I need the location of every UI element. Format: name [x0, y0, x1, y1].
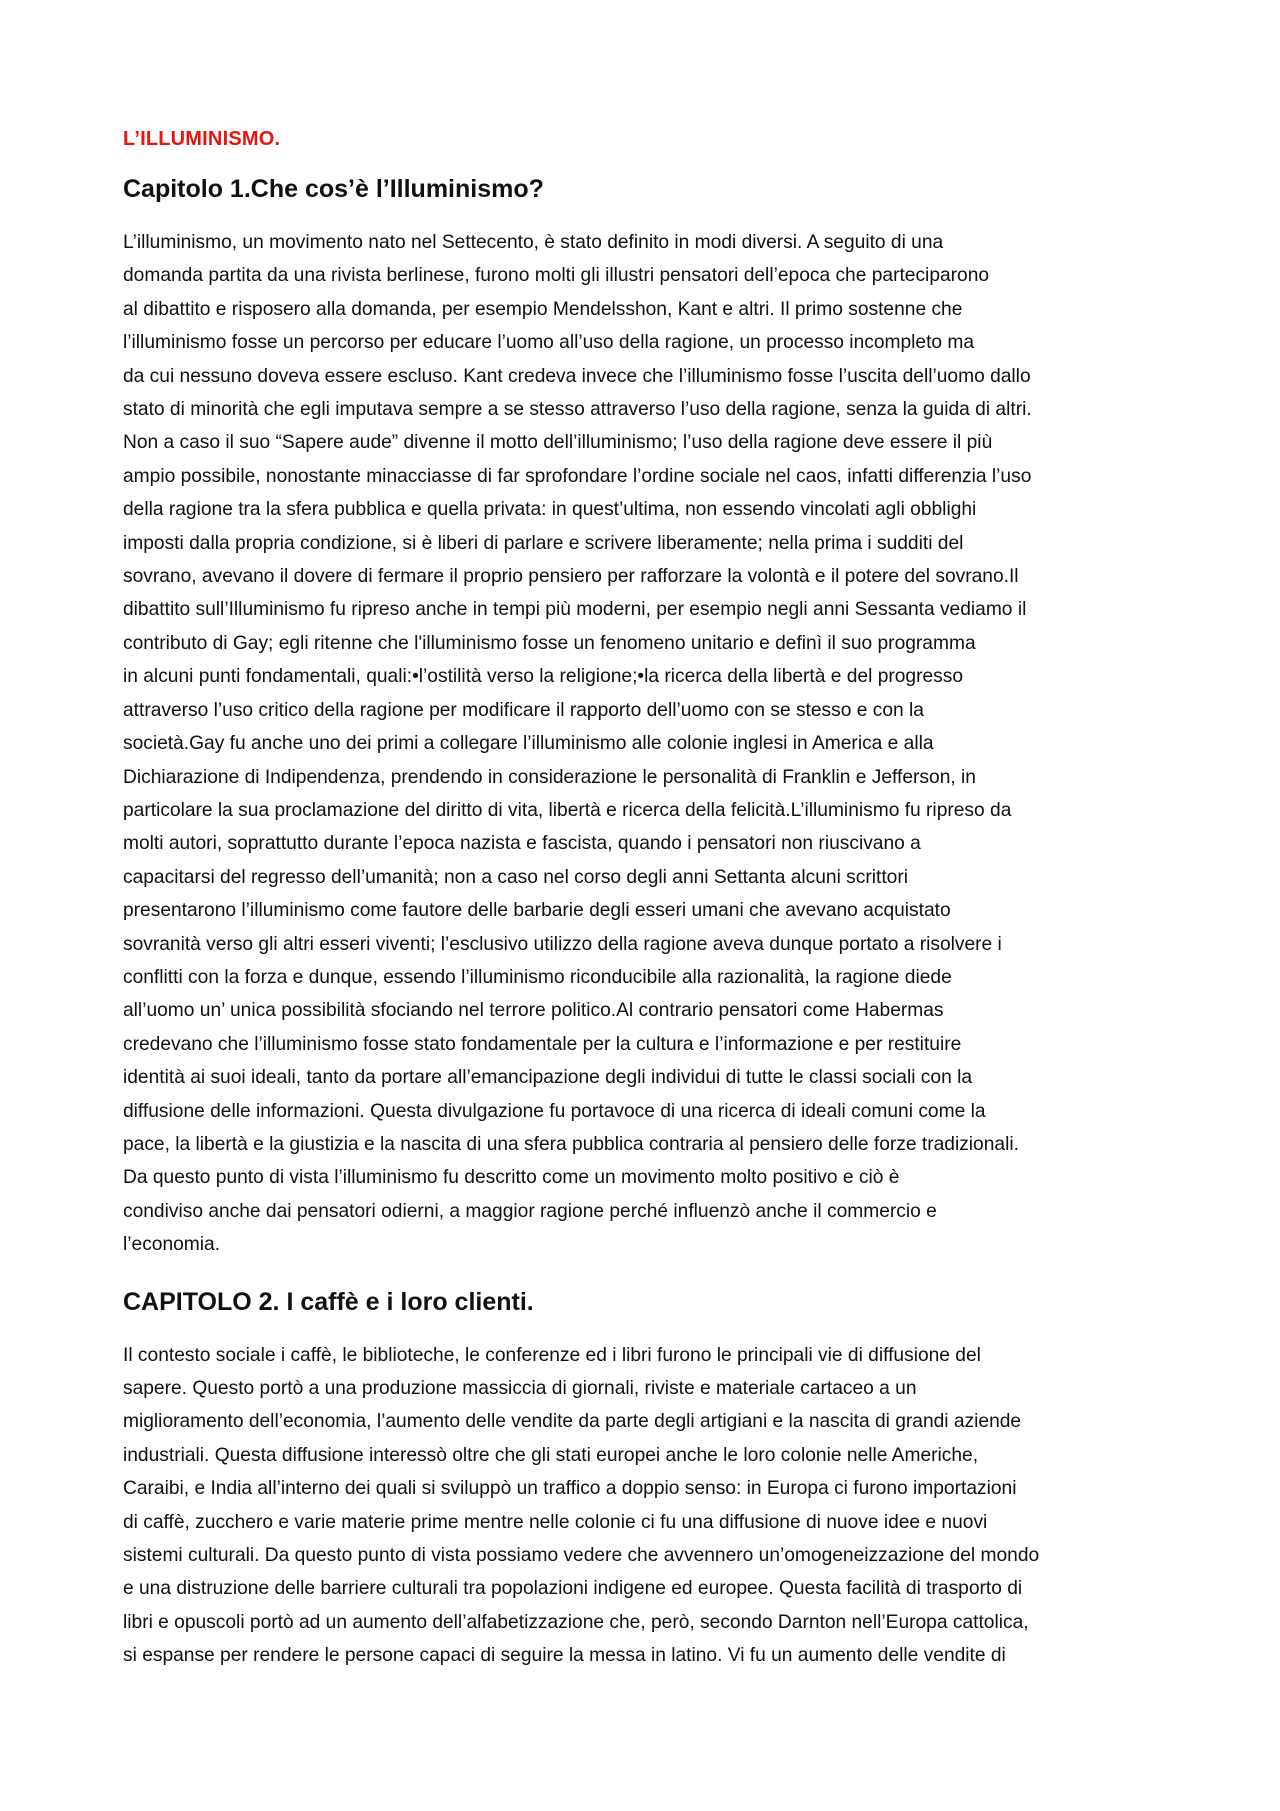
text-line: contributo di Gay; egli ritenne che l'illuminismo fosse un fenomeno unitario e definì il suo programma [123, 632, 976, 654]
text-line: capacitarsi del regresso dell’umanità; non a caso nel corso degli anni Settanta alcuni scrittori [123, 866, 908, 888]
text-line: miglioramento dell’economia, l’aumento delle vendite da parte degli artigiani e la nascita di grandi aziende [123, 1411, 1022, 1433]
text-line: industriali. Questa diffusione interessò oltre che gli stati europei anche le loro colonie nelle Americhe, [123, 1444, 979, 1466]
text-line: l’illuminismo fosse un percorso per educare l’uomo all’uso della ragione, un processo incompleto ma [123, 332, 975, 354]
text-line: stato di minorità che egli imputava sempre a se stesso attraverso l’uso della ragione, senza la guida di altri. [123, 399, 1032, 421]
text-line: molti autori, soprattutto durante l’epoca nazista e fascista, quando i pensatori non riuscivano a [123, 833, 921, 855]
text-line: in alcuni punti fondamentali, quali:•l’ostilità verso la religione;•la ricerca della libertà e del progresso [123, 666, 964, 688]
chapter-1-body [123, 226, 1162, 1262]
text-line: imposti dalla propria condizione, si è liberi di parlare e scrivere liberamente; nella prima i sudditi del [123, 532, 964, 554]
chapter-2-heading: CAPITOLO 2. I caffè e i loro clienti. [123, 1287, 534, 1316]
text-line: Caraibi, e India all’interno dei quali si sviluppò un traffico a doppio senso: in Europa ci furono importazioni [123, 1478, 1017, 1500]
text-line: sovrano, avevano il dovere di fermare il proprio pensiero per rafforzare la volontà e il potere del sovrano.Il [123, 566, 1019, 588]
document-title: L’ILLUMINISMO. [123, 128, 281, 150]
text-line: da cui nessuno doveva essere escluso. Kant credeva invece che l’illuminismo fosse l’uscita dell’uomo dallo [123, 365, 1031, 387]
text-line: Non a caso il suo “Sapere aude” divenne il motto dell’illuminismo; l’uso della ragione deve essere il più [123, 432, 993, 454]
text-line: della ragione tra la sfera pubblica e quella privata: in quest’ultima, non essendo vincolati agli obblighi [123, 499, 977, 521]
text-line: si espanse per rendere le persone capaci di seguire la messa in latino. Vi fu un aumento delle vendite di [123, 1645, 1006, 1667]
text-line: di caffè, zucchero e varie materie prime mentre nelle colonie ci fu una diffusione di nuove idee e nuovi [123, 1511, 988, 1533]
text-line: l’economia. [123, 1234, 221, 1256]
text-line: domanda partita da una rivista berlinese, furono molti gli illustri pensatori dell’epoca che parteciparono [123, 265, 990, 287]
text-line: e una distruzione delle barriere culturali tra popolazioni indigene ed europee. Questa facilità di trasporto di [123, 1578, 1023, 1600]
text-line: credevano che l’illuminismo fosse stato fondamentale per la cultura e l’informazione e per restituire [123, 1033, 962, 1055]
text-line: dibattito sull’Illuminismo fu ripreso anche in tempi più moderni, per esempio negli anni Sessanta vediamo il [123, 599, 1027, 621]
text-line: sovranità verso gli altri esseri viventi; l’esclusivo utilizzo della ragione aveva dunque portato a risolvere i [123, 933, 1002, 955]
chapter-2-body [123, 1339, 1162, 1673]
text-line: pace, la libertà e la giustizia e la nascita di una sfera pubblica contraria al pensiero delle forze tradizionali. [123, 1133, 1019, 1155]
text-line: ampio possibile, nonostante minacciasse di far sprofondare l’ordine sociale nel caos, infatti differenzia l’uso [123, 465, 1032, 487]
text-line: società.Gay fu anche uno dei primi a collegare l’illuminismo alle colonie inglesi in America e alla [123, 733, 934, 755]
text-line: all’uomo un’ unica possibilità sfociando nel terrore politico.Al contrario pensatori come Habermas [123, 1000, 944, 1022]
text-line: attraverso l’uso critico della ragione per modificare il rapporto dell’uomo con se stesso e con la [123, 699, 924, 721]
text-line: presentarono l’illuminismo come fautore delle barbarie degli esseri umani che avevano acquistato [123, 900, 951, 922]
text-line: particolare la sua proclamazione del diritto di vita, libertà e ricerca della felicità.L’illuminismo fu ripreso da [123, 799, 1012, 821]
text-line: conflitti con la forza e dunque, essendo l’illuminismo riconducibile alla razionalità, la ragione diede [123, 966, 952, 988]
text-line: diffusione delle informazioni. Questa divulgazione fu portavoce di una ricerca di ideali comuni come la [123, 1100, 986, 1122]
text-line: sapere. Questo portò a una produzione massiccia di giornali, riviste e materiale cartaceo a un [123, 1378, 917, 1399]
text-line: Dichiarazione di Indipendenza, prendendo in considerazione le personalità di Franklin e Jefferson, in [123, 766, 976, 788]
text-line: L’illuminismo, un movimento nato nel Settecento, è stato definito in modi diversi. A seguito di una [123, 232, 944, 253]
text-line: al dibattito e risposero alla domanda, per esempio Mendelsshon, Kant e altri. Il primo sostenne che [123, 298, 963, 320]
text-line: Da questo punto di vista l’illuminismo fu descritto come un movimento molto positivo e ciò è [123, 1167, 900, 1189]
text-line: condiviso anche dai pensatori odierni, a maggior ragione perché influenzò anche il commercio e [123, 1200, 937, 1222]
chapter-1-heading: Capitolo 1.Che cos’è l’Illuminismo? [123, 175, 544, 203]
text-line: identità ai suoi ideali, tanto da portare all’emancipazione degli individui di tutte le classi sociali con la [123, 1067, 973, 1089]
text-line: sistemi culturali. Da questo punto di vista possiamo vedere che avvennero un’omogeneizzazione del mondo [123, 1545, 1040, 1567]
text-line: Il contesto sociale i caffè, le biblioteche, le conferenze ed i libri furono le principali vie di diffusione del [123, 1344, 981, 1366]
text-line: libri e opuscoli portò ad un aumento dell’alfabetizzazione che, però, secondo Darnton nell’Europa cattolica, [123, 1611, 1029, 1633]
